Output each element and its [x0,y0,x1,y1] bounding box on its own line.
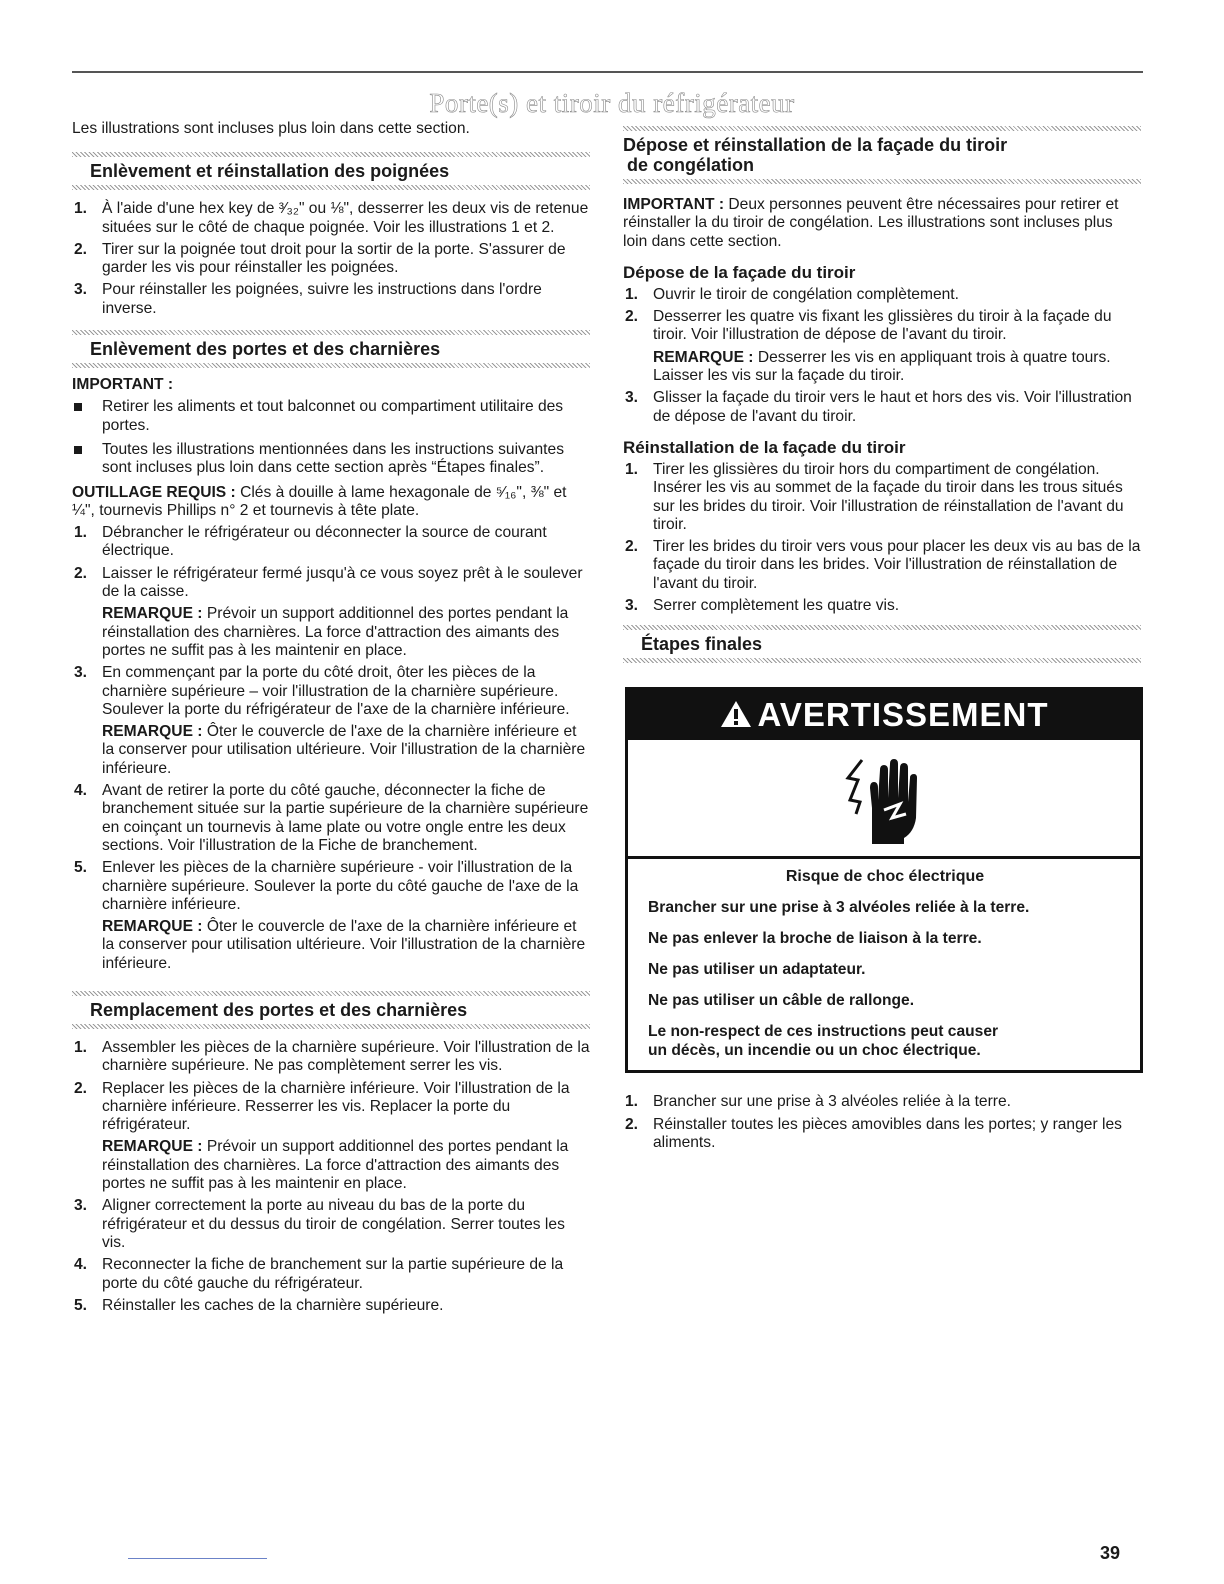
list-item: 1. Débrancher le réfrigérateur ou déconnecter la source de courant électrique. [74,524,547,560]
final-steps [623,1093,1141,1152]
reinstall-front-heading: Réinstallation de la façade du tiroir [623,437,906,457]
list-item: 1. Assembler les pièces de la charnière supérieure. Voir l'illustration de la charnière supérieure. Ne pas complètement serrer les vis. [74,1038,590,1075]
list-item: 4. Reconnecter la fiche de branchement sur la partie supérieure de la porte du côté gauche du réfrigérateur. [74,1256,564,1292]
list-item: 2. Réinstaller toutes les pièces amovibles dans les portes; y ranger les aliments. [625,1115,1122,1151]
warning-line: Ne pas utiliser un câble de rallonge. [648,992,915,1010]
list-item: Toutes les illustrations mentionnées dans les instructions suivantes sont incluses plus loin dans cette section après “Étapes finales”. [72,441,590,478]
note: REMARQUE : Desserrer les vis en appliquant trois à quatre tours. Laisser les vis sur la façade du tiroir. [653,348,1111,385]
divider [72,1024,590,1029]
list-item: 1. Brancher sur une prise à 3 alvéoles reliée à la terre. [625,1093,1011,1111]
list-item: 1. Tirer les glissières du tiroir hors du compartiment de congélation. Insérer les vis au sommet de la façade du tiroir dans les trous situés sur les brides du tiroir. Voir l'illustration de réinstallation de l'avant du tiroir. [625,460,1124,533]
replace-heading: Remplacement des portes et des charnières [90,999,468,1020]
replace-steps [72,1039,590,1315]
hazard-text: Risque de choc électrique [785,868,985,886]
reinstall-front-steps [623,461,1141,615]
list-item: 3. Aligner correctement la porte au niveau du bas de la porte du réfrigérateur et du dessus du tiroir de congélation. Serrer toutes les vis. [74,1197,565,1251]
warning-body [628,859,1140,1070]
right-column [623,120,1141,1156]
divider [72,185,590,190]
handles-heading: Enlèvement et réinstallation des poignées [90,161,450,182]
remove-front-heading: Dépose de la façade du tiroir [623,262,856,282]
electric-shock-hand-icon [628,740,1140,859]
list-item: 2. Tirer sur la poignée tout droit pour la sortir de la porte. S'assurer de garder les vis pour réinstaller les poignées. [74,240,566,277]
bullet-icon [74,403,82,411]
important-label: IMPORTANT : [72,376,174,394]
remove-front-steps [623,286,1141,426]
top-rule [72,71,1143,73]
list-item: 3. En commençant par la porte du côté droit, ôter les pièces de la charnière supérieure – voir l'illustration de la charnière supérieure. Soulever la porte du réfrigérateur de l'axe de la charnière inférieure. REMARQUE : Ôter le couvercle de l'axe de la charnière inférieure et la conserver pour utilisation ultérieure. Voir l'illustration de la charnière inférieure. [72,664,590,778]
divider [623,658,1141,663]
removal-heading: Enlèvement des portes et des charnières [90,339,441,360]
note: REMARQUE : Prévoir un support additionnel des portes pendant la réinstallation des charnières. La force d'attraction des aimants des portes ne suffit pas à les maintenir en place. [102,1138,569,1193]
list-item: 3. Glisser la façade du tiroir vers le haut et hors des vis. Voir l'illustration de dépose de l'avant du tiroir. [625,389,1132,425]
divider [623,179,1141,184]
list-item: 1. Ouvrir le tiroir de congélation complètement. [625,285,959,303]
warning-header: AVERTISSEMENT [628,690,1140,740]
page-number: 39 [1100,1543,1121,1563]
handles-steps [72,200,590,318]
footer-rule [128,1558,267,1559]
warning-triangle-icon [719,699,753,729]
intro-text: Les illustrations sont incluses plus loin dans cette section. [72,120,470,137]
list-item: 5. Enlever les pièces de la charnière supérieure - voir l'illustration de la charnière supérieure. Soulever la porte du côté gauche de l'axe de la charnière inférieure. REMARQUE : Ôter le couvercle de l'axe de la charnière inférieure et la conserver pour utilisation ultérieure. Voir l'illustration de la charnière inférieure. [72,859,590,973]
warning-line: Ne pas enlever la broche de liaison à la terre. [648,930,982,948]
list-item: 3. Serrer complètement les quatre vis. [625,597,900,615]
divider [72,363,590,368]
drawer-heading: Dépose et réinstallation de la façade du tiroir de congélation [623,135,1008,175]
list-item: 1. À l'aide d'une hex key de ³⁄₃₂" ou ⅛", desserrer les deux vis de retenue situées sur le côté de chaque poignée. Voir les illustrations 1 et 2. [74,200,589,236]
tools-required: OUTILLAGE REQUIS : Clés à douille à lame hexagonale de ⁵⁄₁₆", ⅜" et ¼", tournevis Phillips n° 2 et tournevis à tête plate. [72,483,567,519]
final-heading: Étapes finales [641,634,763,655]
list-item: 2. Replacer les pièces de la charnière inférieure. Voir l'illustration de la charnière inférieure. Resserrer les vis. Replacer la porte du réfrigérateur. REMARQUE : Prévoir un support additionnel des portes pendant la réinstallation des charnières. La force d'attraction des aimants des portes ne suffit pas à les maintenir en place. [72,1080,590,1194]
list-item: 5. Réinstaller les caches de la charnière supérieure. [74,1296,444,1314]
warning-box [625,687,1143,1073]
consequence-text: Le non-respect de ces instructions peut causer un décès, un incendie ou un choc électrique. [648,1023,999,1060]
drawer-important: IMPORTANT : Deux personnes peuvent être nécessaires pour retirer et réinstaller la du tiroir de congélation. Les illustrations sont incluses plus loin dans cette section. [623,196,1119,250]
removal-steps [72,524,590,973]
warning-line: Ne pas utiliser un adaptateur. [648,961,866,979]
warning-line: Brancher sur une prise à 3 alvéoles reliée à la terre. [648,899,1030,917]
list-item: 4. Avant de retirer la porte du côté gauche, déconnecter la fiche de branchement située sur la partie supérieure de la charnière supérieure en coinçant un tournevis à lame plate ou votre ongle entre les deux sections. Voir l'illustration de la Fiche de branchement. [74,782,589,854]
bullet-icon [74,446,82,454]
page-title: Porte(s) et tiroir du réfrigérateur [429,88,795,118]
left-column [72,120,590,1319]
list-item: 2. Laisser le réfrigérateur fermé jusqu'à ce vous soyez prêt à le soulever de la caisse. REMARQUE : Prévoir un support additionnel des portes pendant la réinstallation des charnières. La force d'attraction des aimants des portes ne suffit pas à les maintenir en place. [72,565,590,660]
list-item: Retirer les aliments et tout balconnet ou compartiment utilitaire des portes. [72,398,590,435]
note: REMARQUE : Ôter le couvercle de l'axe de la charnière inférieure et la conserver pour utilisation ultérieure. Voir l'illustration de la charnière inférieure. [102,723,586,777]
note: REMARQUE : Prévoir un support additionnel des portes pendant la réinstallation des charnières. La force d'attraction des aimants des portes ne suffit pas à les maintenir en place. [102,605,569,659]
removal-bullets [72,398,590,477]
list-item: 2. Desserrer les quatre vis fixant les glissières du tiroir à la façade du tiroir. Voir l'illustration de dépose de l'avant du tiroir. REMARQUE : Desserrer les vis en appliquant trois à quatre tours. Laisser les vis sur la façade du tiroir. [623,308,1141,385]
note: REMARQUE : Ôter le couvercle de l'axe de la charnière inférieure et la conserver pour utilisation ultérieure. Voir l'illustration de la charnière inférieure. [102,918,586,972]
list-item: 2. Tirer les brides du tiroir vers vous pour placer les deux vis au bas de la façade du tiroir dans les brides. Voir l'illustration de réinstallation de l'avant du tiroir. [625,538,1141,592]
list-item: 3. Pour réinstaller les poignées, suivre les instructions dans l'ordre inverse. [74,281,542,317]
